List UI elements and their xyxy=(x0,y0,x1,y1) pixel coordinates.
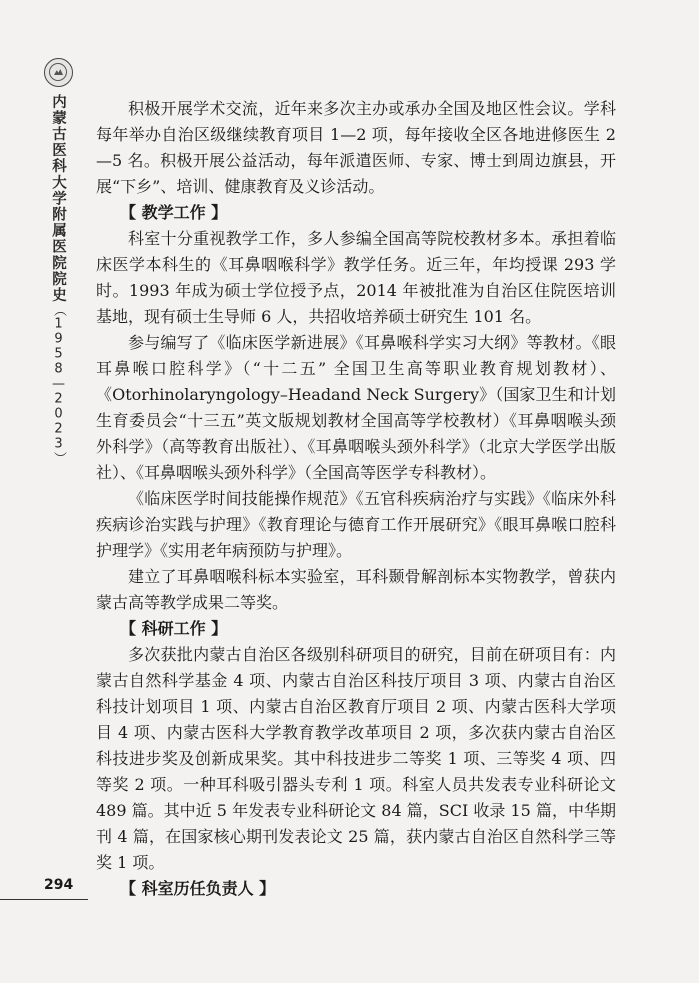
book-title-text: 内蒙古医科大学附属医院院史 xyxy=(50,94,66,304)
paragraph-academic-exchange: 积极开展学术交流，近年来多次主办或承办全国及地区性会议。学科每年举办自治区级继续教育项目 1—2 项，每年接收全区各地进修医生 2—5 名。积极开展公益活动，每年派遣医师、专家、博士到周边旗县，开展“下乡”、培训、健康教育及义诊活动。 xyxy=(96,99,616,196)
paragraph-textbooks: 参与编写了《临床医学新进展》《耳鼻喉科学实习大纲》等教材。《眼耳鼻喉口腔科学》（“十二五” 全国卫生高等职业教育规划教材）、《Otorhinolaryngology–Headand Neck Surgery》（国家卫生和计划生育委员会“十三五”英文版规划教材全国高等学校教材）《耳鼻咽喉头颈外科学》（高等教育出版社）、《耳鼻咽喉头颈外科学》（北京大学医学出版社）、《耳鼻咽喉头颈外科学》（全国高等医学专科教材）。 xyxy=(96,333,616,482)
paragraph-research: 多次获批内蒙古自治区各级别科研项目的研究，目前在研项目有：内蒙古自然科学基金 4 项、内蒙古自治区科技厅项目 3 项、内蒙古自治区科技计划项目 1 项、内蒙古自治区教育厅项目 2 项、内蒙古医科大学项目 4 项、内蒙古医科大学教育教学改革项目 2 项，多次获内蒙古自治区科技进步奖及创新成果奖。其中科技进步二等奖 1 项、三等奖 4 项、四等奖 2 项。一种耳科吸引器头专利 1 项。科室人员共发表专业科研论文 489 篇。其中近 5 年发表专业科研论文 84 篇，SCI 收录 15 篇，中华期刊 4 篇，在国家核心期刊发表论文 25 篇，获内蒙古自治区自然科学三等奖 1 项。 xyxy=(96,645,616,872)
page-body xyxy=(96,96,616,902)
page-number: 294 xyxy=(44,877,74,893)
university-logo-icon xyxy=(44,58,73,87)
book-title xyxy=(47,94,69,464)
book-title-years: （1958—2023） xyxy=(51,303,66,465)
section-heading-teaching: 【 教学工作 】 xyxy=(120,203,228,222)
paragraph-specimen-lab: 建立了耳鼻咽喉科标本实验室，耳科颞骨解剖标本实物教学，曾获内蒙古高等教学成果二等奖。 xyxy=(96,567,616,612)
section-heading-leaders: 【 科室历任负责人 】 xyxy=(120,879,276,898)
footer-rule xyxy=(0,899,88,900)
paragraph-textbooks-continued: 《临床医学时间技能操作规范》《五官科疾病治疗与实践》《临床外科疾病诊治实践与护理》《教育理论与德育工作开展研究》《眼耳鼻喉口腔科护理学》《实用老年病预防与护理》。 xyxy=(96,489,616,560)
paragraph-teaching-overview: 科室十分重视教学工作，多人参编全国高等院校教材多本。承担着临床医学本科生的《耳鼻咽喉科学》教学任务。近三年，年均授课 293 学时。1993 年成为硕士学位授予点，2014 年被批准为自治区住院医培训基地，现有硕士生导师 6 人，共招收培养硕士研究生 101 名。 xyxy=(96,229,616,326)
side-rail xyxy=(0,0,92,983)
section-heading-research: 【 科研工作 】 xyxy=(120,619,228,638)
